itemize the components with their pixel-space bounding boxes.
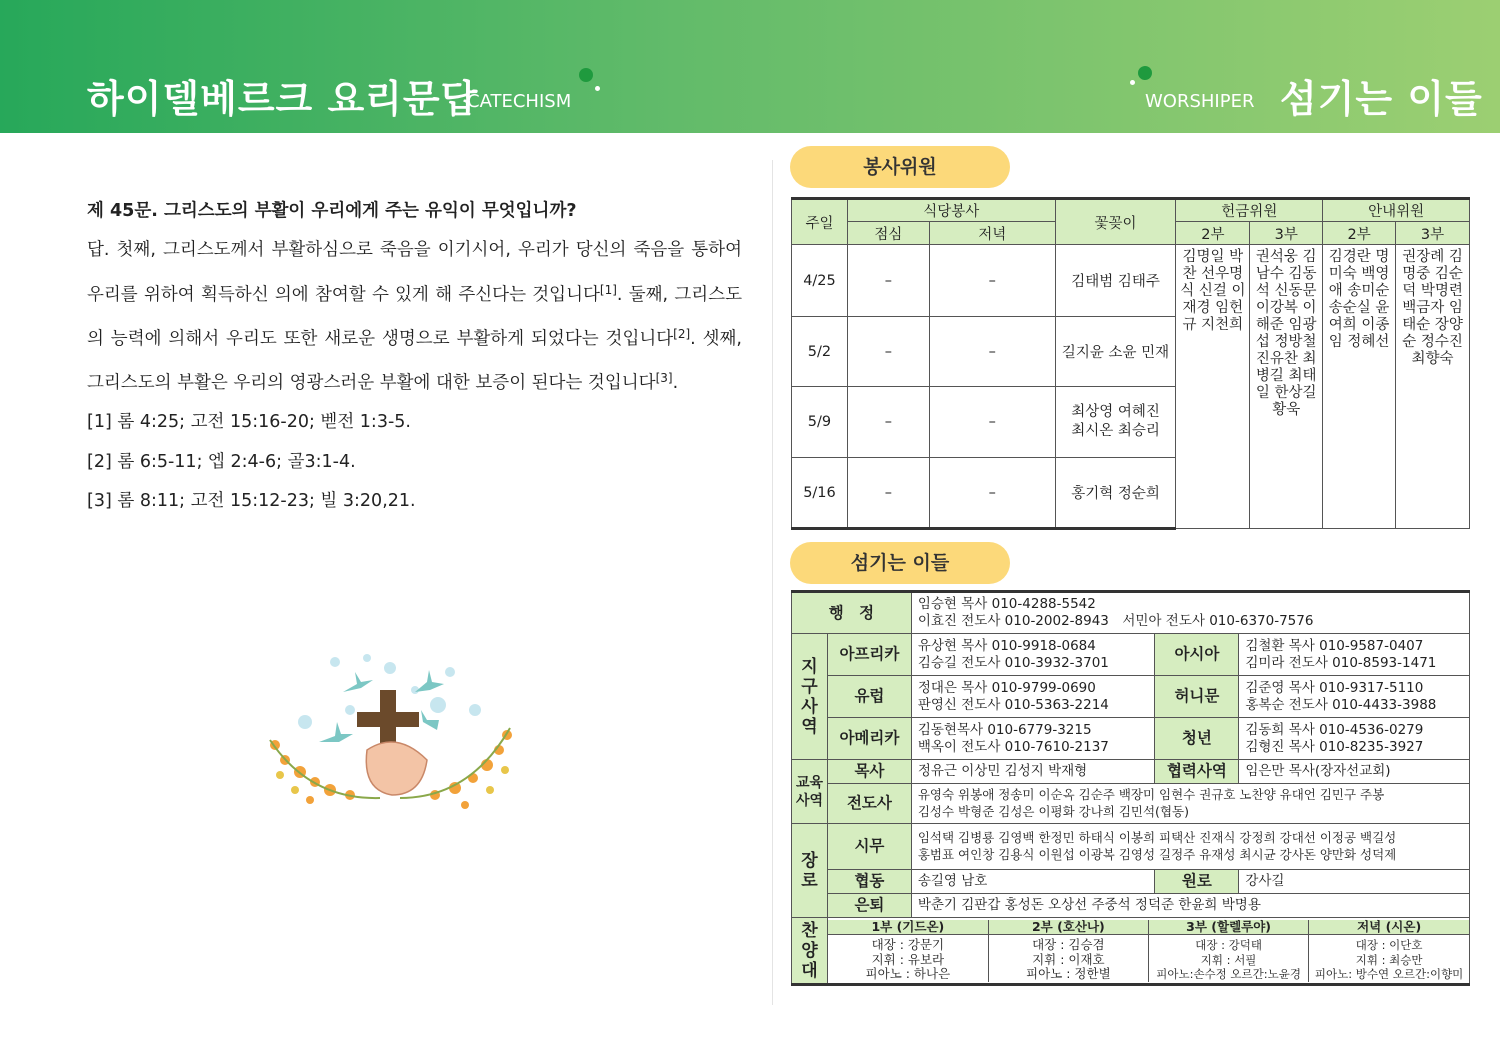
evangelist-cell bbox=[911, 784, 1469, 824]
answer-part: 답. 첫째, 그리스도께서 부활하심으로 죽음을 이기시어, 우리가 당신의 죽음을 통하여 우리를 위하여 획득하신 의에 참여할 수 있게 해 주신다는 것입니다 bbox=[87, 240, 742, 305]
hunimun-label: 허니문 bbox=[1155, 676, 1239, 718]
pastor-names: 정유근 이상민 김성지 박재형 bbox=[911, 760, 1155, 784]
flower-cell: 최상영 여혜진 최시온 최승리 bbox=[1055, 387, 1176, 458]
choir-name: 저녁 (시온) bbox=[1309, 920, 1469, 935]
staff-line: 김철환 목사 010-9587-0407 bbox=[1245, 637, 1424, 654]
youth-cell bbox=[1239, 718, 1470, 760]
choir-line: 지휘 : 유보라 bbox=[871, 951, 945, 967]
staff-line: 김미라 전도사 010-8593-1471 bbox=[1245, 654, 1437, 671]
reference: [3] 롬 8:11; 고전 15:12-23; 빌 3:20,21. bbox=[87, 491, 416, 512]
choir-label-text: 찬양대 bbox=[801, 920, 818, 981]
names-line: 유영숙 위봉애 정송미 이순옥 김순주 백장미 임현수 권규호 노찬양 유대언 김민구 주봉 bbox=[917, 786, 1385, 802]
col-guide-3: 3부 bbox=[1396, 222, 1470, 245]
admin-line: 임승현 목사 010-4288-5542 bbox=[917, 596, 1096, 613]
america-cell bbox=[911, 718, 1155, 760]
dinner-cell: – bbox=[929, 245, 1055, 317]
catechism-title: 하이델베르크 요리문답 bbox=[87, 77, 479, 121]
column-divider bbox=[772, 160, 773, 1005]
staff-line: 김승길 전도사 010-3932-3701 bbox=[917, 654, 1109, 671]
choir-cell bbox=[827, 918, 1469, 985]
admin-label: 행 정 bbox=[792, 592, 912, 634]
edu-label-text: 교육사역 bbox=[795, 774, 824, 809]
answer-part: . bbox=[672, 373, 679, 394]
date-cell: 4/25 bbox=[792, 245, 848, 317]
youth-label: 청년 bbox=[1155, 718, 1239, 760]
offering-2-names: 김명일 박찬 선우명식 신걸 이재경 임헌규 지천희 bbox=[1176, 245, 1250, 529]
europe-label: 유럽 bbox=[827, 676, 911, 718]
col-offering-2: 2부 bbox=[1176, 222, 1250, 245]
staff-line: 판영신 전도사 010-5363-2214 bbox=[917, 696, 1109, 713]
white-dot-icon bbox=[1130, 80, 1135, 85]
choir-name: 2부 (호산나) bbox=[988, 920, 1148, 935]
service-pill: 봉사위원 bbox=[790, 146, 1010, 188]
green-dot-icon bbox=[579, 68, 593, 82]
col-meal: 식당봉사 bbox=[847, 199, 1055, 222]
staff-line: 김동희 목사 010-4536-0279 bbox=[1245, 721, 1424, 738]
col-guide-2: 2부 bbox=[1323, 222, 1396, 245]
footnote-mark: [1] bbox=[599, 282, 617, 297]
choir-line: 피아노 : 하나은 bbox=[865, 966, 951, 981]
emeritus-names: 강사길 bbox=[1239, 870, 1470, 894]
retired-names: 박춘기 김판갑 홍성돈 오상선 주중석 정덕준 한윤희 박명용 bbox=[911, 894, 1469, 918]
staff-line: 백옥이 전도사 010-7610-2137 bbox=[917, 738, 1109, 755]
catechism-body bbox=[87, 192, 742, 521]
elder-label bbox=[792, 824, 828, 918]
choir-line: 대장 : 이단호 bbox=[1355, 938, 1423, 952]
guide-2-names: 김경란 명미숙 백영애 송미순 송순실 윤여희 이종임 정혜선 bbox=[1323, 245, 1396, 529]
col-flower: 꽃꽂이 bbox=[1055, 199, 1176, 245]
active-label: 시무 bbox=[827, 824, 911, 870]
white-dot-icon bbox=[595, 86, 600, 91]
dinner-cell: – bbox=[929, 458, 1055, 529]
edu-label bbox=[792, 760, 828, 824]
choir-name: 1부 (기드온) bbox=[828, 920, 988, 935]
catechism-answer bbox=[87, 231, 742, 403]
choir-line: 피아노 : 정한별 bbox=[1026, 966, 1111, 981]
active-cell bbox=[911, 824, 1469, 870]
choir-line: 대장 : 김승겸 bbox=[1032, 937, 1105, 952]
flower-cell: 홍기혁 정순희 bbox=[1055, 458, 1176, 529]
col-dinner: 저녁 bbox=[929, 222, 1055, 245]
col-week: 주일 bbox=[792, 199, 848, 245]
footnote-mark: [2] bbox=[673, 326, 691, 341]
choir-line: 대장 : 강덕태 bbox=[1195, 938, 1262, 952]
choir-line: 피아노: 방수연 오르간:이향미 bbox=[1314, 967, 1464, 981]
reference: [1] 롬 4:25; 고전 15:16-20; 벧전 1:3-5. bbox=[87, 412, 411, 433]
choir-info bbox=[988, 935, 1148, 982]
admin-cell bbox=[911, 592, 1469, 634]
choir-info bbox=[1309, 935, 1469, 982]
date-cell: 5/2 bbox=[792, 317, 848, 387]
choir-line: 피아노:손수정 오르간:노윤경 bbox=[1156, 967, 1301, 981]
answer-part: . 셋째, 그리스도의 부활은 우리의 영광스러운 부활에 대한 보증이 된다는 것입니다 bbox=[87, 328, 742, 394]
catechism-subtitle: CATECHISM bbox=[467, 91, 572, 112]
staff-line: 김동현목사 010-6779-3215 bbox=[917, 721, 1092, 738]
lunch-cell: – bbox=[847, 317, 929, 387]
hunimun-cell bbox=[1239, 676, 1470, 718]
europe-cell bbox=[911, 676, 1155, 718]
flower-cell: 김태범 김태주 bbox=[1055, 245, 1176, 317]
col-offering-3: 3부 bbox=[1250, 222, 1323, 245]
lunch-cell: – bbox=[847, 387, 929, 458]
pastor-label: 목사 bbox=[827, 760, 911, 784]
staff-line: 정대은 목사 010-9799-0690 bbox=[917, 679, 1096, 696]
page-header bbox=[0, 0, 1500, 133]
assoc-label: 협동 bbox=[827, 870, 911, 894]
asia-cell bbox=[1239, 634, 1470, 676]
choir-line: 지휘 : 최승만 bbox=[1355, 952, 1423, 967]
footnote-mark: [3] bbox=[655, 371, 673, 386]
workers-pill: 섬기는 이들 bbox=[790, 542, 1010, 584]
evangelist-label: 전도사 bbox=[827, 784, 911, 824]
choir-line: 지휘 : 서필 bbox=[1200, 952, 1257, 967]
offering-3-names: 권석웅 김남수 김동석 신동문 이강복 이해준 임광섭 정방철 진유찬 최병길 최태일 한상길 황욱 bbox=[1250, 245, 1323, 529]
guide-3-names: 권장례 김명중 김순덕 박명련 백금자 임태순 장양순 정수진 최향숙 bbox=[1396, 245, 1470, 529]
choir-line: 지휘 : 이재호 bbox=[1032, 951, 1105, 967]
america-label: 아메리카 bbox=[827, 718, 911, 760]
lunch-cell: – bbox=[847, 245, 929, 317]
choir-info bbox=[1148, 935, 1308, 982]
coop-names: 임은만 목사(장자선교회) bbox=[1239, 760, 1470, 784]
admin-line: 이효진 전도사 010-2002-8943 서민아 전도사 010-6370-7576 bbox=[917, 613, 1314, 629]
col-guide: 안내위원 bbox=[1323, 199, 1470, 222]
workers-table bbox=[791, 590, 1470, 986]
green-dot-icon bbox=[1138, 66, 1152, 80]
worshiper-subtitle: WORSHIPER bbox=[1145, 91, 1255, 112]
service-table bbox=[791, 197, 1470, 530]
catechism-question: 제 45문. 그리스도의 부활이 우리에게 주는 유익이 무엇입니까? bbox=[87, 201, 577, 221]
reference: [2] 롬 6:5-11; 엡 2:4-6; 골3:1-4. bbox=[87, 451, 356, 472]
staff-line: 김형진 목사 010-8235-3927 bbox=[1245, 738, 1424, 755]
emeritus-label: 원로 bbox=[1155, 870, 1239, 894]
cross-hands-illustration bbox=[255, 650, 525, 830]
answer-part: . 둘째, 그리스도의 능력에 의해서 우리도 또한 새로운 생명으로 부활하게 되었다는 것입니다 bbox=[87, 284, 742, 349]
elder-label-text: 장로 bbox=[801, 850, 818, 891]
dinner-cell: – bbox=[929, 387, 1055, 458]
asia-label: 아시아 bbox=[1155, 634, 1239, 676]
choir-line: 대장 : 강문기 bbox=[871, 937, 945, 952]
date-cell: 5/9 bbox=[792, 387, 848, 458]
dinner-cell: – bbox=[929, 317, 1055, 387]
worshiper-title: 섬기는 이들 bbox=[1280, 77, 1483, 121]
date-cell: 5/16 bbox=[792, 458, 848, 529]
africa-cell bbox=[911, 634, 1155, 676]
staff-line: 김준영 목사 010-9317-5110 bbox=[1245, 679, 1424, 696]
choir-info bbox=[828, 935, 988, 982]
table-row bbox=[792, 245, 1470, 317]
africa-label: 아프리카 bbox=[827, 634, 911, 676]
names-line: 임석택 김병룡 김영백 한정민 하태식 이봉희 피택산 진재식 강정희 강대선 이정공 백길성 bbox=[917, 829, 1397, 845]
region-label bbox=[792, 634, 828, 760]
names-line: 홍범표 여인창 김용식 이원섭 이광복 김영성 길정주 유재성 최시균 강사돈 양만화 성덕제 bbox=[917, 846, 1397, 862]
col-offering: 헌금위원 bbox=[1176, 199, 1323, 222]
staff-line: 유상현 목사 010-9918-0684 bbox=[917, 637, 1096, 654]
lunch-cell: – bbox=[847, 458, 929, 529]
retired-label: 은퇴 bbox=[827, 894, 911, 918]
staff-line: 홍복순 전도사 010-4433-3988 bbox=[1245, 696, 1437, 713]
assoc-names: 송길영 남호 bbox=[911, 870, 1155, 894]
col-lunch: 점심 bbox=[847, 222, 929, 245]
flower-cell: 길지윤 소윤 민재 bbox=[1055, 317, 1176, 387]
names-line: 김성수 박형준 김성은 이평화 강나희 김민석(협동) bbox=[917, 803, 1189, 819]
choir-label bbox=[792, 918, 828, 985]
region-label-text: 지구사역 bbox=[801, 656, 818, 737]
coop-label: 협력사역 bbox=[1155, 760, 1239, 784]
choir-name: 3부 (할렐루야) bbox=[1148, 920, 1308, 935]
choir-table bbox=[828, 920, 1469, 982]
